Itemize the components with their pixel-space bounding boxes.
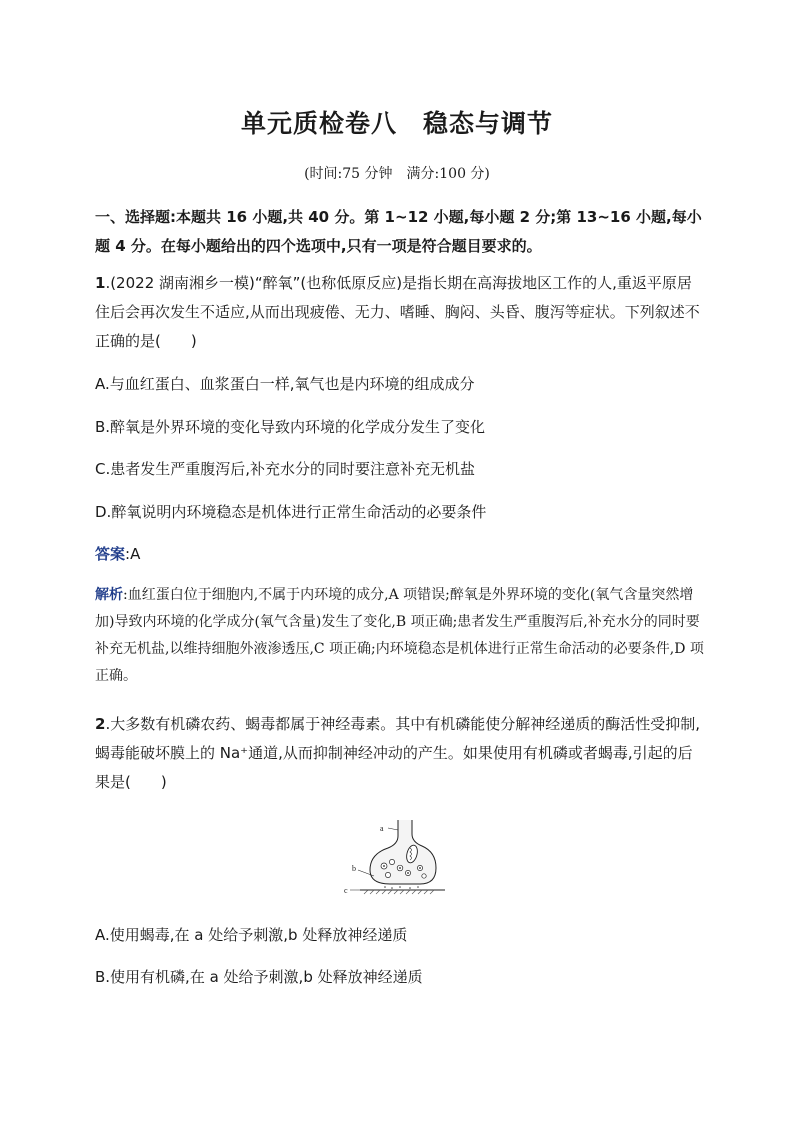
option-b: B.醉氧是外界环境的变化导致内环境的化学成分发生了变化	[95, 418, 486, 436]
page-title: 单元质检卷八 稳态与调节	[240, 109, 553, 138]
exam-info: (时间:75 分钟 满分:100 分)	[304, 166, 490, 182]
analysis-label: 解析	[95, 587, 123, 603]
question-number: 1	[95, 274, 106, 292]
option-a: A.与血红蛋白、血浆蛋白一样,氧气也是内环境的组成成分	[95, 375, 475, 393]
question-stem: .(2022 湖南湘乡一模)“醉氧”(也称低原反应)是指长期在高海拔地区工作的人,重返平原居住后会再次发生不适应,从而出现疲倦、无力、嗜睡、胸闷、头昏、腹泻等症状。下列叙述不正确的是( )	[95, 274, 700, 350]
option-d: D.醉氧说明内环境稳态是机体进行正常生命活动的必要条件	[95, 503, 487, 521]
answer-value: :A	[125, 545, 141, 563]
label-a: a	[380, 824, 384, 833]
label-c: c	[344, 886, 348, 895]
question-number: 2	[95, 715, 106, 733]
option-c: C.患者发生严重腹泻后,补充水分的同时要注意补充无机盐	[95, 460, 476, 478]
analysis-text: :血红蛋白位于细胞内,不属于内环境的成分,A 项错误;醉氧是外界环境的变化(氧气含量突然增加)导致内环境的化学成分(氧气含量)发生了变化,B 项正确;患者发生严重腹泻后,补充水分的同时要补充无机盐,以维持细胞外液渗透压,C 项正确;内环境稳态是机体进行正常生命活动的必要条件,D 项正确。	[95, 587, 704, 684]
option-a: A.使用蝎毒,在 a 处给予刺激,b 处释放神经递质	[95, 926, 408, 944]
question-stem: .大多数有机磷农药、蝎毒都属于神经毒素。其中有机磷能使分解神经递质的酶活性受抑制,蝎毒能破坏膜上的 Na⁺通道,从而抑制神经冲动的产生。如果使用有机磷或者蝎毒,引起的后果是( )	[95, 715, 700, 791]
analysis	[95, 582, 705, 690]
answer-label: 答案	[95, 545, 126, 563]
question-1	[95, 269, 705, 356]
synapse-diagram	[340, 818, 460, 900]
question-2	[95, 710, 705, 797]
answer	[95, 543, 140, 564]
section-heading: 一、选择题:本题共 16 小题,共 40 分。第 1~12 小题,每小题 2 分;第 13~16 小题,每小题 4 分。在每小题给出的四个选项中,只有一项是符合题目要求的。	[95, 208, 702, 255]
label-b: b	[352, 864, 356, 873]
option-b: B.使用有机磷,在 a 处给予刺激,b 处释放神经递质	[95, 968, 423, 986]
